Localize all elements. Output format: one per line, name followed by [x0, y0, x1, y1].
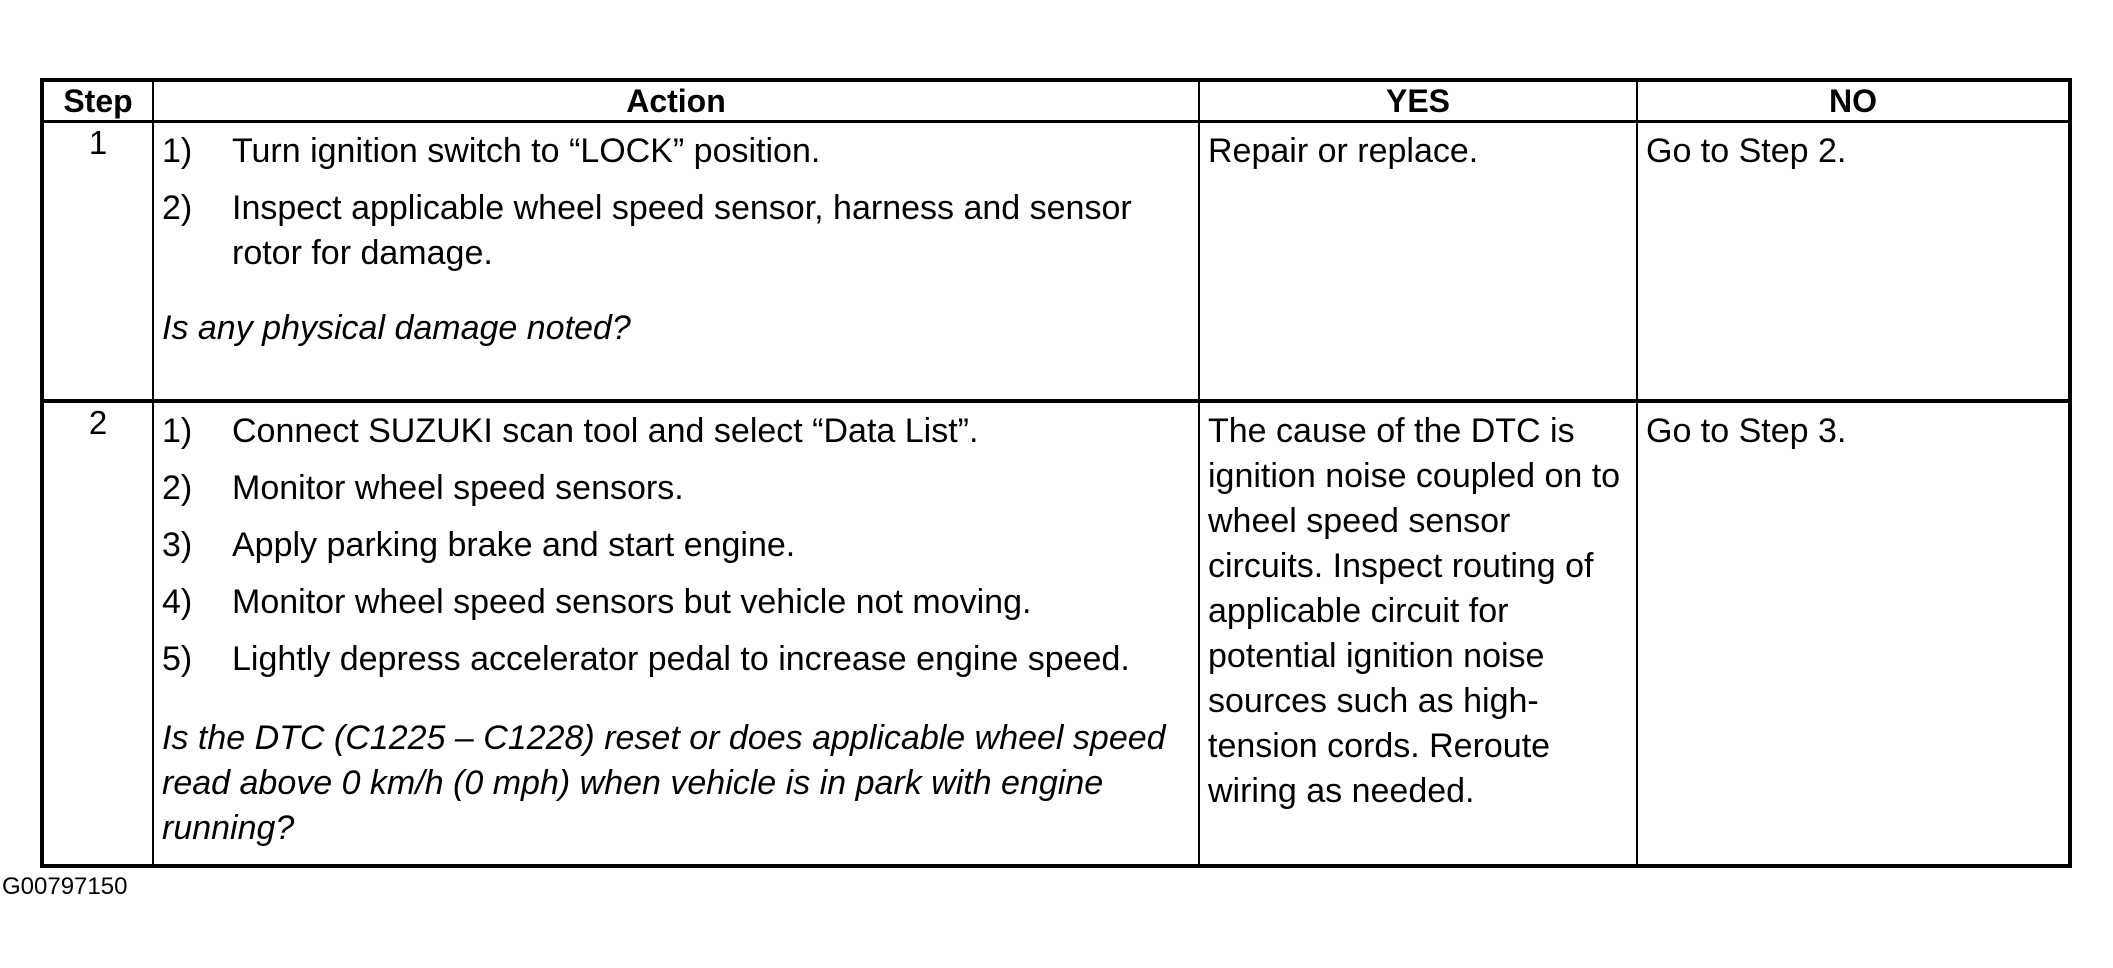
action-item-text: Turn ignition switch to “LOCK” position. — [232, 132, 821, 170]
action-item-number: 4) — [162, 583, 193, 621]
diagnostic-table — [40, 78, 2072, 868]
action-item — [162, 580, 1192, 625]
action-item-text: Monitor wheel speed sensors. — [232, 469, 684, 507]
action-list — [162, 129, 1192, 276]
no-cell: Go to Step 3. — [1637, 401, 2070, 866]
action-question: Is any physical damage noted? — [162, 309, 631, 347]
header-action: Action — [153, 80, 1199, 122]
action-item-text: Monitor wheel speed sensors but vehicle not moving. — [232, 583, 1032, 621]
action-item-text: Connect SUZUKI scan tool and select “Data List”. — [232, 412, 979, 450]
action-item-number: 2) — [162, 189, 193, 227]
action-item — [162, 129, 1192, 174]
action-item — [162, 523, 1192, 568]
action-item-number: 5) — [162, 640, 193, 678]
action-item — [162, 186, 1192, 276]
action-item-number: 1) — [162, 132, 193, 170]
step-number: 2 — [42, 401, 153, 866]
action-item-number: 1) — [162, 412, 193, 450]
table-row — [42, 401, 2070, 866]
action-item — [162, 466, 1192, 511]
header-no: NO — [1637, 80, 2070, 122]
table-row — [42, 122, 2070, 402]
no-cell: Go to Step 2. — [1637, 122, 2070, 402]
header-row — [42, 80, 2070, 122]
action-item-text: Lightly depress accelerator pedal to increase engine speed. — [232, 640, 1130, 678]
action-item — [162, 637, 1192, 682]
action-item-number: 3) — [162, 526, 193, 564]
action-item-number: 2) — [162, 469, 193, 507]
header-step: Step — [42, 80, 153, 122]
action-item-text: Apply parking brake and start engine. — [232, 526, 796, 564]
action-question: Is the DTC (C1225 – C1228) reset or does applicable wheel speed read above 0 km/h (0 mph) when vehicle is in park with engine running? — [162, 719, 1166, 847]
action-item — [162, 409, 1192, 454]
yes-cell: Repair or replace. — [1199, 122, 1637, 402]
action-cell — [153, 122, 1199, 402]
action-list — [162, 409, 1192, 682]
header-yes: YES — [1199, 80, 1637, 122]
yes-cell: The cause of the DTC is ignition noise coupled on to wheel speed sensor circuits. Inspect routing of applicable circuit for potential ignition noise sources such as high-tension cords. Reroute wiring as needed. — [1199, 401, 1637, 866]
action-item-text: Inspect applicable wheel speed sensor, harness and sensor rotor for damage. — [232, 189, 1132, 272]
action-cell — [153, 401, 1199, 866]
step-number: 1 — [42, 122, 153, 402]
figure-code: G00797150 — [2, 873, 128, 900]
